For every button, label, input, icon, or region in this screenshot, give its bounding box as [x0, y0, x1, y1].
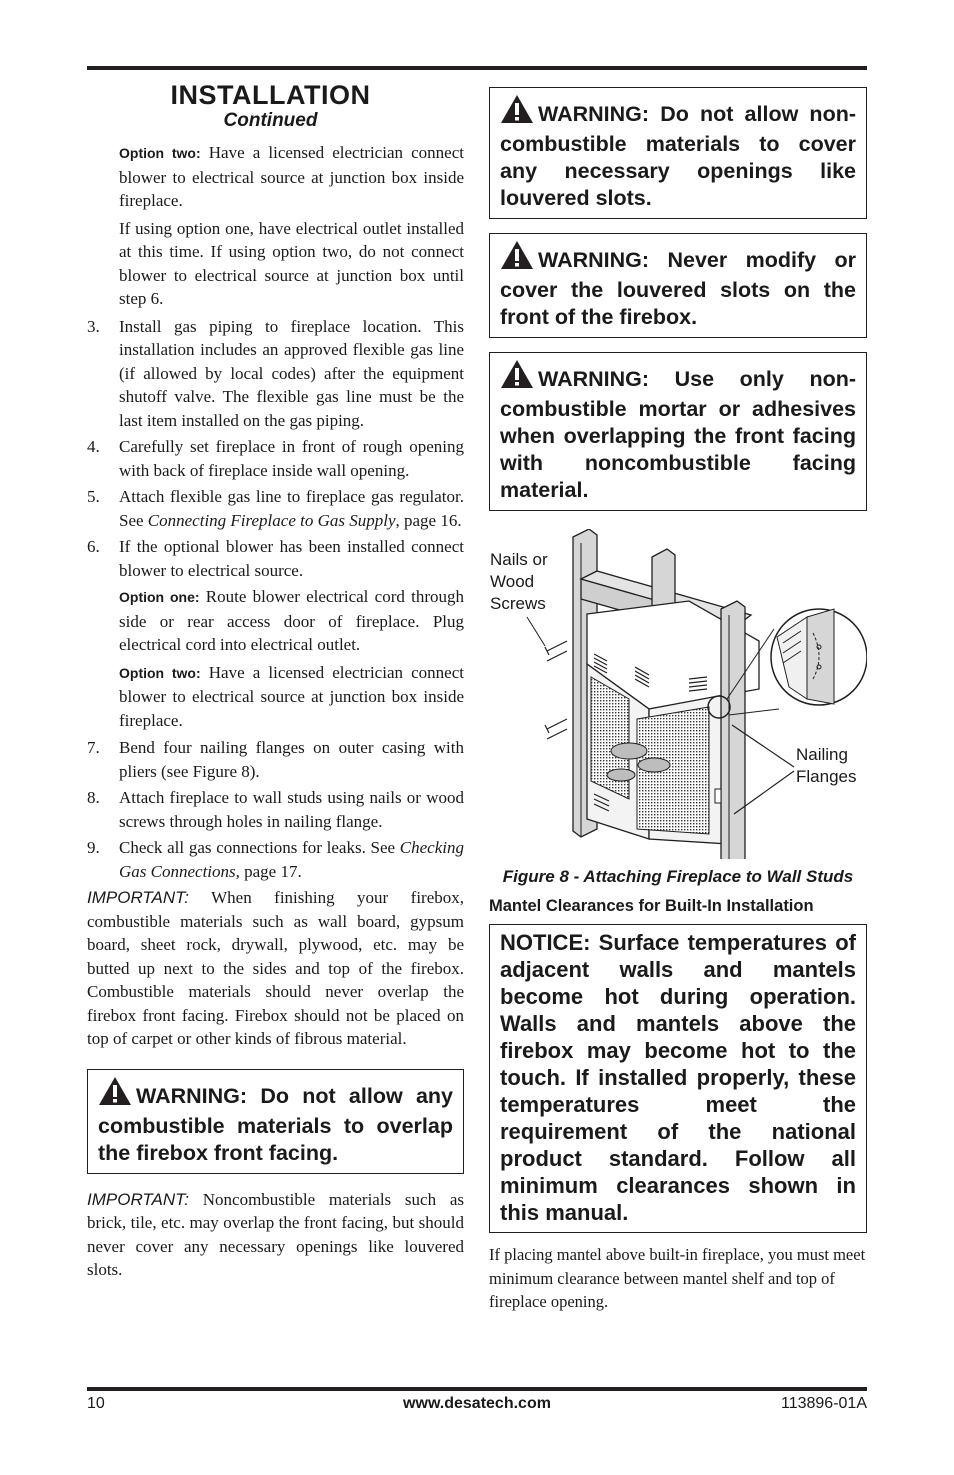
figure-label-flanges: Nailing Flanges	[796, 745, 857, 786]
warning-box-modify: WARNING: Never modify or cover the louvered slots on the front of the firebox.	[489, 233, 867, 338]
mantel-paragraph: If placing mantel above built-in fireplace, you must meet minimum clearance between mantel shelf and top of fireplace opening.	[489, 1245, 866, 1311]
warning-triangle-icon	[500, 240, 534, 277]
step-4: 4. Carefully set fireplace in front of rough opening with back of fireplace inside wall opening.	[87, 437, 464, 480]
document-number: 113896-01A	[781, 1395, 867, 1412]
step-7: 7. Bend four nailing flanges on outer casing with pliers (see Figure 8).	[87, 738, 464, 781]
option-two-paragraph: Option two: Have a licensed electrician connect blower to electrical source at junction box inside fireplace.	[119, 143, 464, 210]
figure-label-nails: Nails or Wood Screws	[490, 550, 548, 613]
figure-caption: Figure 8 - Attaching Fireplace to Wall Studs	[502, 867, 854, 886]
warning-box-mortar: WARNING: Use only non-combustible mortar or adhesives when overlapping the front facing with noncombustible facing material.	[489, 352, 867, 511]
right-column	[489, 87, 867, 1314]
step-9: 9. Check all gas connections for leaks. See Checking Gas Connections, page 17.	[87, 838, 464, 881]
step-8: 8. Attach fireplace to wall studs using nails or wood screws through holes in nailing flange.	[87, 788, 464, 831]
mantel-clearances-heading: Mantel Clearances for Built-In Installation	[489, 897, 814, 915]
warning-triangle-icon	[500, 94, 534, 131]
footer-url[interactable]: www.desatech.com	[403, 1395, 551, 1412]
important-paragraph-1: IMPORTANT: When finishing your firebox, combustible materials such as wall board, gypsum board, sheet rock, drywall, plywood, etc. may be butted up next to the sides and top of the firebox. Combustible materials should never overlap the firebox front facing. Firebox should not be placed on top of carpet or other kinds of fibrous material.	[87, 888, 464, 1048]
page-number: 10	[87, 1395, 105, 1412]
right-stud	[721, 601, 745, 859]
step-6: 6. If the optional blower has been installed connect blower to electrical source.	[87, 537, 464, 580]
option-one-paragraph: Option one: Route blower electrical cord through side or rear access door of fireplace. Plug electrical cord into electrical outlet.	[119, 587, 464, 654]
warning-triangle-icon	[500, 359, 534, 396]
section-title: INSTALLATION	[170, 80, 371, 110]
notice-box: NOTICE: Surface temperatures of adjacent walls and mantels become hot during operation. Walls and mantels above the firebox may become hot to the touch. If installed properly, these temperatures meet the requirement of the national product standard. Follow all minimum clearances shown in this manual.	[489, 924, 867, 1233]
figure-8	[489, 529, 867, 859]
step-3: 3. Install gas piping to fireplace location. This installation includes an approved flexible gas line (if allowed by local codes) after the equipment shutoff valve. The flexible gas line must be the last item installed on the gas piping.	[87, 316, 464, 430]
warning-box-combustible: WARNING: Do not allow any combustible materials to overlap the firebox front facing.	[87, 1069, 464, 1174]
bottom-rule	[87, 1387, 867, 1391]
important-paragraph-2: IMPORTANT: Noncombustible materials such as brick, tile, etc. may overlap the front facing, but should never cover any necessary openings like louvered slots.	[87, 1189, 464, 1279]
step-5: 5. Attach flexible gas line to fireplace gas regulator. See Connecting Fireplace to Gas Supply, page 16.	[87, 487, 464, 530]
warning-triangle-icon	[98, 1076, 132, 1113]
if-using-paragraph: If using option one, have electrical outlet installed at this time. If using option two, do not connect blower to electrical source at junction box until step 6.	[119, 218, 464, 308]
option-two-paragraph-2: Option two: Have a licensed electrician connect blower to electrical source at junction box inside fireplace.	[119, 662, 464, 730]
cross-reference-link: Checking Gas Connections	[119, 838, 464, 881]
nail-icons	[545, 641, 567, 739]
fireplace-illustration	[489, 529, 867, 859]
warning-box-louvered: WARNING: Do not allow non-combustible materials to cover any necessary openings like louvered slots.	[489, 87, 867, 219]
cross-reference-link: Connecting Fireplace to Gas Supply	[147, 510, 396, 530]
top-rule	[87, 66, 867, 70]
section-subtitle: Continued	[223, 110, 318, 131]
left-column	[87, 80, 464, 1282]
